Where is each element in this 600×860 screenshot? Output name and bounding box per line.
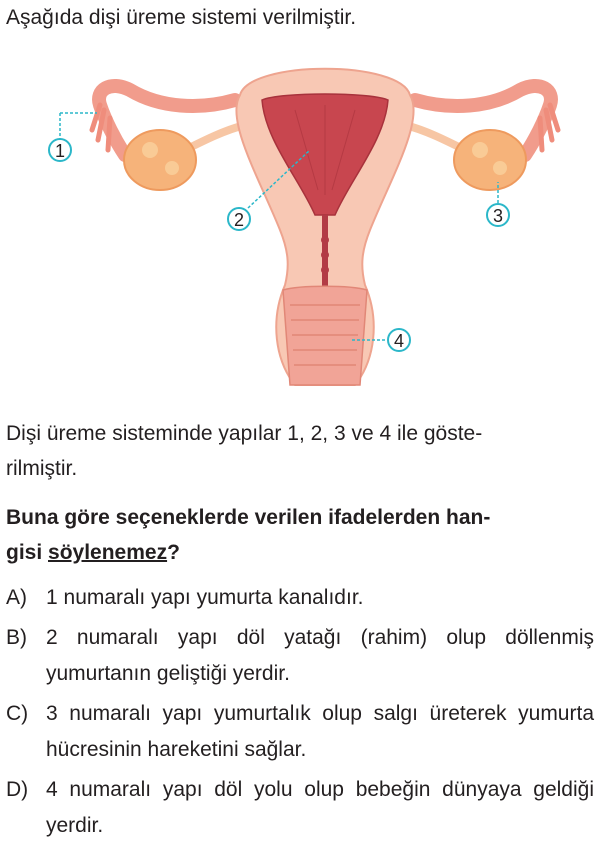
option-text: 2 numaralı yapı döl yatağı (rahim) olup döllenmiş yumurtanın geliştiği yerdir. — [46, 626, 594, 685]
svg-text:2: 2 — [233, 210, 245, 230]
label-4 — [388, 329, 410, 351]
label-3 — [487, 204, 509, 226]
option-c[interactable] — [6, 696, 594, 768]
description — [6, 416, 594, 486]
option-letter: B) — [6, 626, 27, 649]
intro-text: Aşağıda dişi üreme sistemi verilmiştir. — [6, 6, 357, 29]
option-d[interactable] — [6, 772, 594, 844]
description-line-2: rilmiştir. — [6, 457, 78, 480]
label-1 — [49, 139, 71, 161]
option-letter: C) — [6, 702, 29, 725]
svg-text:1: 1 — [54, 141, 66, 161]
svg-text:4: 4 — [393, 331, 405, 351]
description-line-1: Dişi üreme sisteminde yapılar 1, 2, 3 ve 4 ile göste- — [6, 422, 483, 445]
left-ovary — [124, 130, 196, 190]
reproductive-system-figure — [40, 40, 600, 400]
answer-options — [6, 580, 594, 848]
label-2 — [228, 208, 250, 230]
uterus-illustration — [40, 40, 600, 400]
option-text: 4 numaralı yapı döl yolu olup bebeğin dünyaya geldiği yerdir. — [46, 778, 594, 837]
question-line-2-prefix: gisi — [6, 541, 49, 564]
question-negation: söylenemez — [48, 541, 168, 564]
question-line-1: Buna göre seçeneklerde verilen ifadelerden han- — [6, 506, 491, 529]
right-ovarian-ligament — [405, 125, 465, 150]
option-letter: A) — [6, 586, 27, 609]
question-line-2-suffix: ? — [167, 541, 180, 564]
left-ovarian-ligament — [185, 125, 245, 150]
option-letter: D) — [6, 778, 29, 801]
svg-text:3: 3 — [492, 206, 504, 226]
option-text: 1 numaralı yapı yumurta kanalıdır. — [46, 586, 364, 609]
option-a[interactable] — [6, 580, 594, 616]
right-ovary — [454, 130, 526, 190]
option-b[interactable] — [6, 620, 594, 692]
option-text: 3 numaralı yapı yumurtalık olup salgı üreterek yumurta hücresinin hareketini sağlar. — [46, 702, 594, 761]
question — [6, 500, 594, 570]
